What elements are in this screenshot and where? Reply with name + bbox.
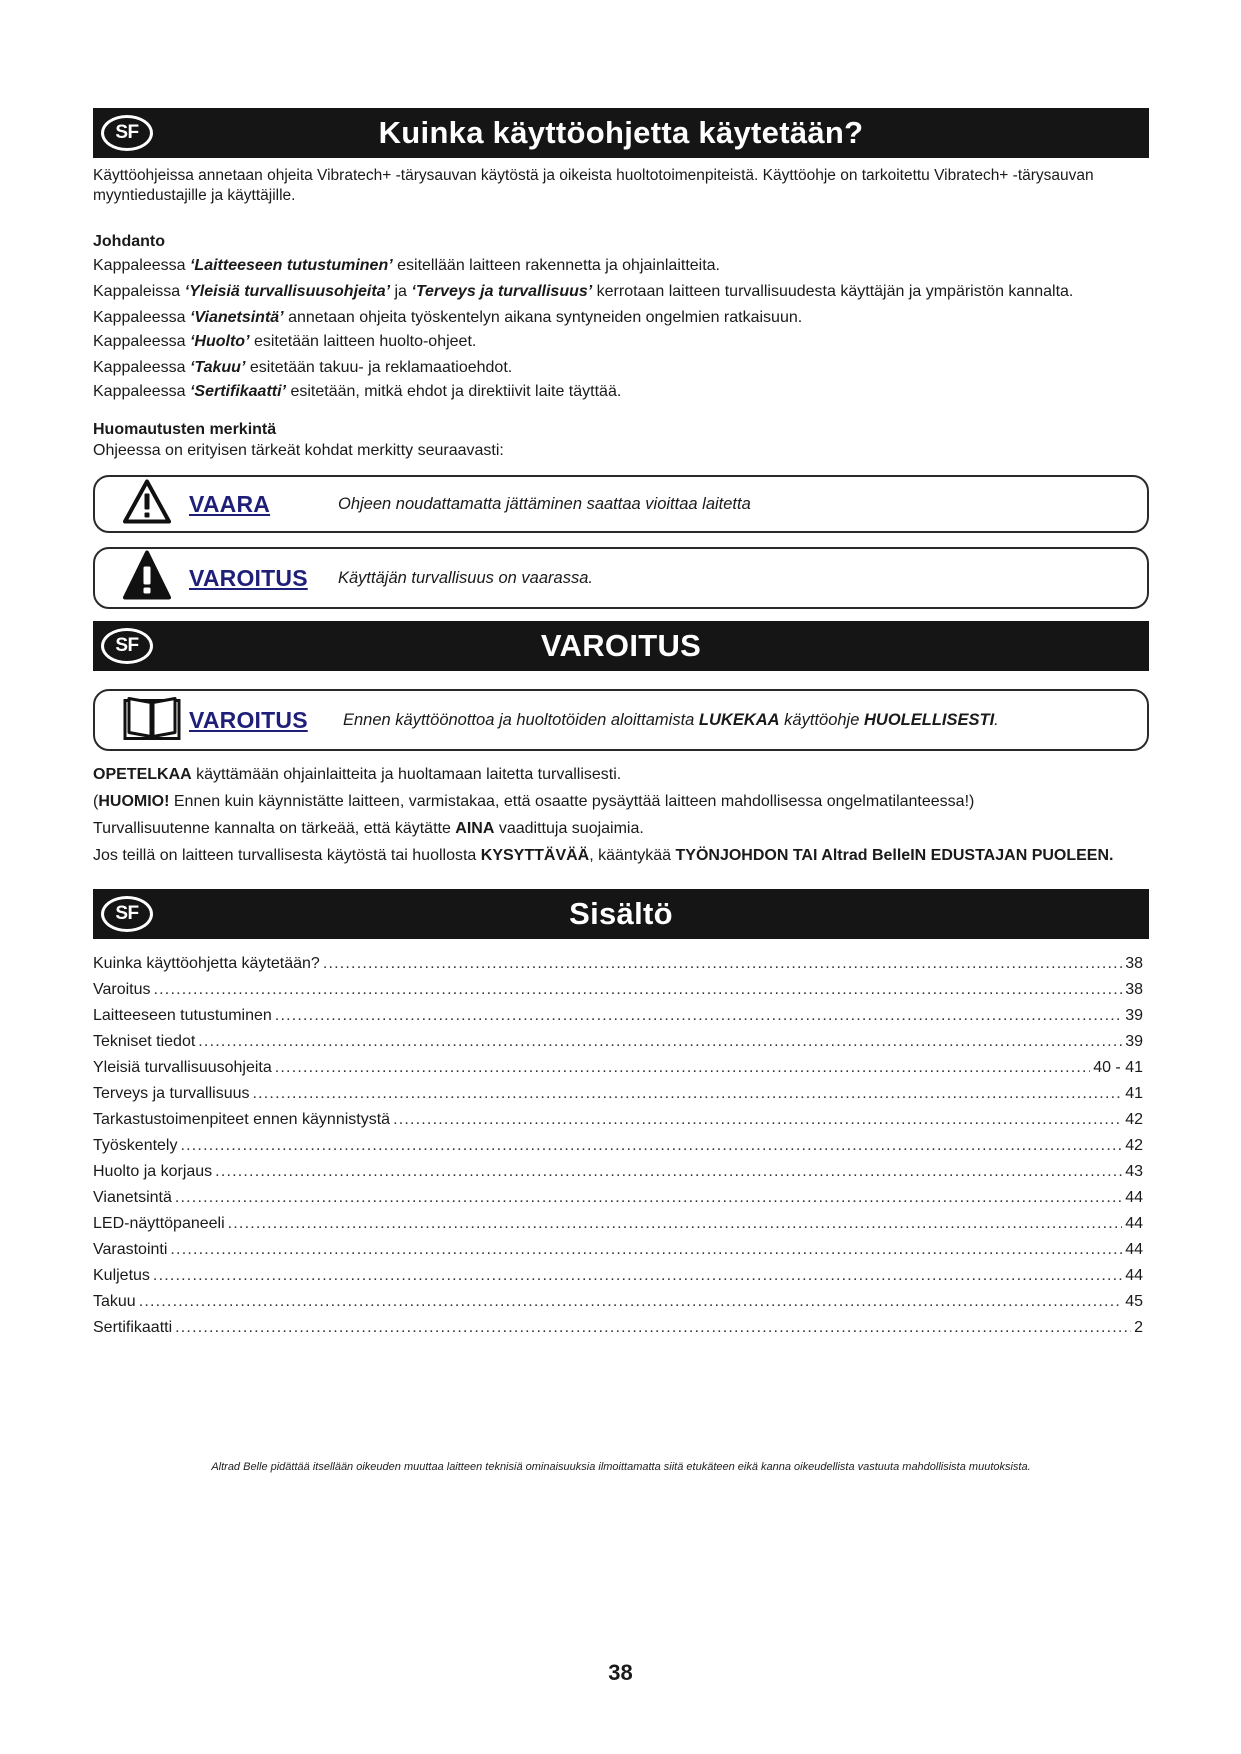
page-number: 38 [608,1660,633,1685]
toc-entry-title: Vianetsintä [93,1189,172,1206]
toc-entry[interactable] [93,1029,1149,1055]
huomautukset-text: Ohjeessa on erityisen tärkeät kohdat merkitty seuraavasti: [93,442,504,459]
sf-language-badge: SF [101,896,153,932]
toc-entry-title: Tekniset tiedot [93,1033,196,1050]
toc-entry-page: 44 [1125,1241,1143,1258]
notice-label: VAROITUS [189,706,308,733]
toc-entry-page: 44 [1125,1215,1143,1232]
toc-entry-page: 41 [1125,1085,1143,1102]
sf-language-badge: SF [101,115,153,151]
toc-entry-page: 42 [1125,1137,1143,1154]
toc-entry-title: Takuu [93,1293,136,1310]
toc-entry-title: Tarkastustoimenpiteet ennen käynnistystä [93,1111,391,1128]
toc-entry-title: LED-näyttöpaneeli [93,1215,225,1232]
toc-entry[interactable] [93,1107,1149,1133]
toc-leader-dots [180,1133,1122,1159]
toc-entry[interactable] [93,1263,1149,1289]
toc-entry-page: 40 - 41 [1093,1059,1143,1076]
page-content [93,108,1149,1341]
toc-entry-page: 39 [1125,1007,1143,1024]
toc-leader-dots [170,1237,1122,1263]
johdanto-paragraph-3: Kappaleessa ‘Vianetsintä’ annetaan ohjeita työskentelyn aikana syntyneiden ongelmien ratkaisuun. [93,309,803,326]
warning-triangle-filled-icon [123,551,171,606]
toc-leader-dots [228,1211,1123,1237]
toc-leader-dots [215,1159,1122,1185]
section-header-how-to [93,108,1149,158]
notice-varoitus [93,547,1149,609]
toc-leader-dots [154,977,1123,1003]
notice-label: VAROITUS [189,564,308,591]
toc-entry[interactable] [93,1159,1149,1185]
notice-label: VAARA [189,490,271,517]
section-title: Kuinka käyttöohjetta käytetään? [378,115,864,150]
johdanto-paragraph-2: Kappaleissa ‘Yleisiä turvallisuusohjeita’ ja ‘Terveys ja turvallisuus’ kerrotaan laitteen turvallisuudesta käyttäjän ja ympäristön kannalta. [93,283,1074,300]
toc-entry-page: 2 [1134,1319,1143,1336]
toc-entry[interactable] [93,1315,1149,1341]
warning-text-block [93,761,1149,869]
toc-entry-title: Kuljetus [93,1267,150,1284]
toc-entry-page: 43 [1125,1163,1143,1180]
book-icon [123,695,181,746]
toc-entry[interactable] [93,1185,1149,1211]
toc-leader-dots [253,1081,1123,1107]
toc-entry-page: 38 [1125,981,1143,998]
toc-entry-page: 44 [1125,1189,1143,1206]
intro-paragraph: Käyttöohjeissa annetaan ohjeita Vibratech+ -tärysauvan käytöstä ja oikeista huoltotoimenpiteistä. Käyttöohje on tarkoitettu Vibratech+ -tärysauvan myyntiedustajille ja käyttäjille. [93,167,1094,204]
toc-entry-title: Kuinka käyttöohjetta käytetään? [93,955,320,972]
section-title: VAROITUS [540,628,702,663]
johdanto-heading: Johdanto [93,233,165,250]
toc-entry[interactable] [93,1289,1149,1315]
notice-vaara [93,475,1149,533]
toc-leader-dots [175,1185,1122,1211]
toc-entry-page: 39 [1125,1033,1143,1050]
toc-entry[interactable] [93,1237,1149,1263]
toc-entry-title: Työskentely [93,1137,178,1154]
toc-entry[interactable] [93,1003,1149,1029]
section-header-warning [93,621,1149,671]
toc-entry-title: Huolto ja korjaus [93,1163,213,1180]
toc-entry[interactable] [93,977,1149,1003]
toc-entry[interactable] [93,1133,1149,1159]
notice-description: Ohjeen noudattamatta jättäminen saattaa vioittaa laitetta [338,494,751,513]
toc-entry-title: Varoitus [93,981,151,998]
toc-entry[interactable] [93,1081,1149,1107]
toc-entry-page: 38 [1125,955,1143,972]
notice-description: Ennen käyttöönottoa ja huoltotöiden aloittamista LUKEKAA käyttöohje HUOLELLISESTI. [343,710,999,729]
toc-leader-dots [153,1263,1122,1289]
table-of-contents [93,951,1149,1341]
johdanto-paragraph-1: Kappaleessa ‘Laitteeseen tutustuminen’ esitellään laitteen rakennetta ja ohjainlaitteita. [93,257,720,274]
warning-line-4: Jos teillä on laitteen turvallisesta käytöstä tai huollosta KYSYTTÄVÄÄ, kääntykää TYÖNJOHDON TAI Altrad BelleIN EDUSTAJAN PUOLEEN. [93,847,1114,864]
toc-leader-dots [323,951,1122,977]
toc-entry[interactable] [93,951,1149,977]
toc-entry-page: 44 [1125,1267,1143,1284]
toc-entry-title: Yleisiä turvallisuusohjeita [93,1059,272,1076]
toc-leader-dots [198,1029,1122,1055]
johdanto-paragraph-4: Kappaleessa ‘Huolto’ esitetään laitteen huolto-ohjeet. [93,333,477,350]
sf-language-badge: SF [101,628,153,664]
notice-description: Käyttäjän turvallisuus on vaarassa. [338,568,593,587]
toc-leader-dots [175,1315,1131,1341]
disclaimer-text: Altrad Belle pidättää itsellään oikeuden muuttaa laitteen teknisiä ominaisuuksia ilmoittamatta siitä etukäteen eikä kanna oikeudellista vastuuta mahdollisista muutoksista. [211,1461,1031,1473]
toc-entry-title: Varastointi [93,1241,168,1258]
toc-leader-dots [139,1289,1123,1315]
toc-entry-page: 45 [1125,1293,1143,1310]
toc-leader-dots [275,1003,1122,1029]
toc-entry-title: Terveys ja turvallisuus [93,1085,250,1102]
toc-entry-title: Laitteeseen tutustuminen [93,1007,272,1024]
warning-line-3: Turvallisuutenne kannalta on tärkeää, että käytätte AINA vaadittuja suojaimia. [93,820,644,837]
toc-leader-dots [275,1055,1090,1081]
toc-leader-dots [393,1107,1122,1133]
warning-triangle-outline-icon [123,479,171,530]
toc-entry[interactable] [93,1211,1149,1237]
section-header-contents [93,889,1149,939]
toc-entry-page: 42 [1125,1111,1143,1128]
huomautukset-heading: Huomautusten merkintä [93,421,277,438]
warning-line-1: OPETELKAA käyttämään ohjainlaitteita ja huoltamaan laitetta turvallisesti. [93,766,622,783]
toc-entry[interactable] [93,1055,1149,1081]
notice-read-manual [93,689,1149,751]
johdanto-paragraph-5: Kappaleessa ‘Takuu’ esitetään takuu- ja reklamaatioehdot. [93,359,513,376]
toc-entry-title: Sertifikaatti [93,1319,173,1336]
johdanto-paragraph-6: Kappaleessa ‘Sertifikaatti’ esitetään, mitkä ehdot ja direktiivit laite täyttää. [93,383,622,400]
warning-line-2: (HUOMIO! Ennen kuin käynnistätte laitteen, varmistakaa, että osaatte pysäyttää laitteen mahdollisessa ongelmatilanteessa!) [93,793,975,810]
section-title: Sisältö [569,896,673,931]
